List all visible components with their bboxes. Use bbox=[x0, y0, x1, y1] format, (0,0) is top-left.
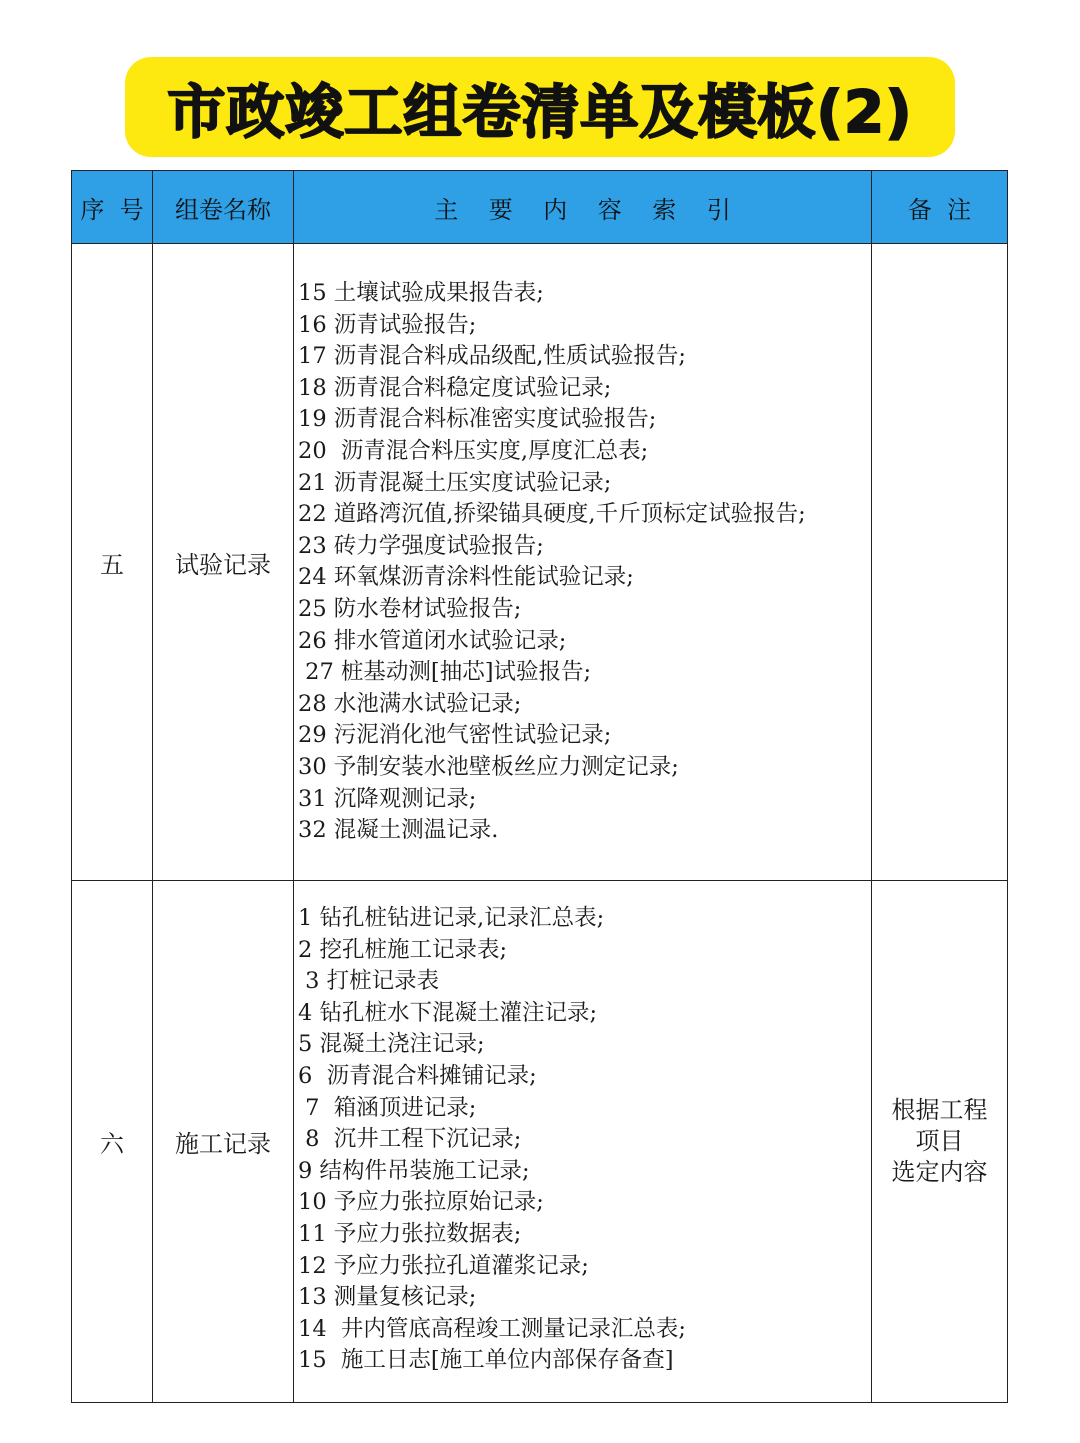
list-item: 30 予制安装水池壁板丝应力测定记录; bbox=[298, 753, 679, 780]
content-list bbox=[294, 244, 871, 847]
content-list bbox=[294, 881, 871, 1377]
list-item: 16 沥青试验报告; bbox=[298, 311, 477, 338]
table-row bbox=[72, 881, 1008, 1403]
list-item: 15 施工日志[施工单位内部保存备查] bbox=[298, 1347, 674, 1374]
list-item: 14 井内管底高程竣工测量记录汇总表; bbox=[298, 1315, 687, 1342]
list-item: 5 混凝土浇注记录; bbox=[298, 1031, 485, 1058]
header-remark: 备 注 bbox=[872, 171, 1008, 244]
list-item: 2 挖孔桩施工记录表; bbox=[298, 936, 508, 963]
row-remark: 根据工程 项目 选定内容 bbox=[872, 881, 1008, 1403]
title-banner bbox=[125, 57, 955, 157]
page-title: 市政竣工组卷清单及模板(2) bbox=[167, 78, 913, 146]
table-header-row bbox=[72, 171, 1008, 244]
row-content bbox=[294, 881, 872, 1403]
list-item: 7 箱涵顶进记录; bbox=[298, 1094, 477, 1121]
list-item: 19 沥青混合料标准密实度试验报告; bbox=[298, 406, 657, 433]
row-remark bbox=[872, 244, 1008, 881]
archive-table bbox=[71, 170, 1008, 1403]
list-item: 4 钻孔桩水下混凝土灌注记录; bbox=[298, 999, 598, 1026]
list-item: 3 打桩记录表 bbox=[298, 968, 440, 995]
list-item: 27 桩基动测[抽芯]试验报告; bbox=[298, 659, 592, 686]
list-item: 15 土壤试验成果报告表; bbox=[298, 280, 544, 306]
list-item: 26 排水管道闭水试验记录; bbox=[298, 627, 567, 654]
table-row bbox=[72, 244, 1008, 881]
list-item: 31 沉降观测记录; bbox=[298, 785, 477, 812]
row-name: 施工记录 bbox=[153, 881, 294, 1403]
list-item: 9 结构件吊装施工记录; bbox=[298, 1157, 530, 1184]
list-item: 24 环氧煤沥青涂料性能试验记录; bbox=[298, 564, 634, 591]
list-item: 10 予应力张拉原始记录; bbox=[298, 1189, 544, 1216]
list-item: 29 污泥消化池气密性试验记录; bbox=[298, 722, 612, 749]
row-seq: 五 bbox=[72, 244, 153, 881]
header-seq: 序 号 bbox=[72, 171, 153, 244]
list-item: 18 沥青混合料稳定度试验记录; bbox=[298, 374, 612, 401]
list-item: 25 防水卷材试验报告; bbox=[298, 595, 522, 622]
list-item: 28 水池满水试验记录; bbox=[298, 690, 522, 717]
list-item: 32 混凝土测温记录. bbox=[298, 817, 499, 844]
list-item: 6 沥青混合料摊铺记录; bbox=[298, 1062, 537, 1089]
list-item: 12 予应力张拉孔道灌浆记录; bbox=[298, 1252, 589, 1279]
row-content bbox=[294, 244, 872, 881]
header-name: 组卷名称 bbox=[153, 171, 294, 244]
list-item: 17 沥青混合料成品级配,性质试验报告; bbox=[298, 343, 687, 370]
list-item: 1 钻孔桩钻进记录,记录汇总表; bbox=[298, 905, 605, 931]
list-item: 20 沥青混合料压实度,厚度汇总表; bbox=[298, 437, 649, 464]
list-item: 23 砖力学强度试验报告; bbox=[298, 532, 544, 559]
list-item: 22 道路湾沉值,挢梁锚具硬度,千斤顶标定试验报告; bbox=[298, 501, 806, 528]
list-item: 21 沥青混凝土压实度试验记录; bbox=[298, 469, 612, 496]
list-item: 8 沉井工程下沉记录; bbox=[298, 1126, 522, 1153]
header-content: 主 要 内 容 索 引 bbox=[294, 171, 872, 244]
row-name: 试验记录 bbox=[153, 244, 294, 881]
list-item: 11 予应力张拉数据表; bbox=[298, 1220, 522, 1247]
row-seq: 六 bbox=[72, 881, 153, 1403]
list-item: 13 测量复核记录; bbox=[298, 1284, 477, 1311]
